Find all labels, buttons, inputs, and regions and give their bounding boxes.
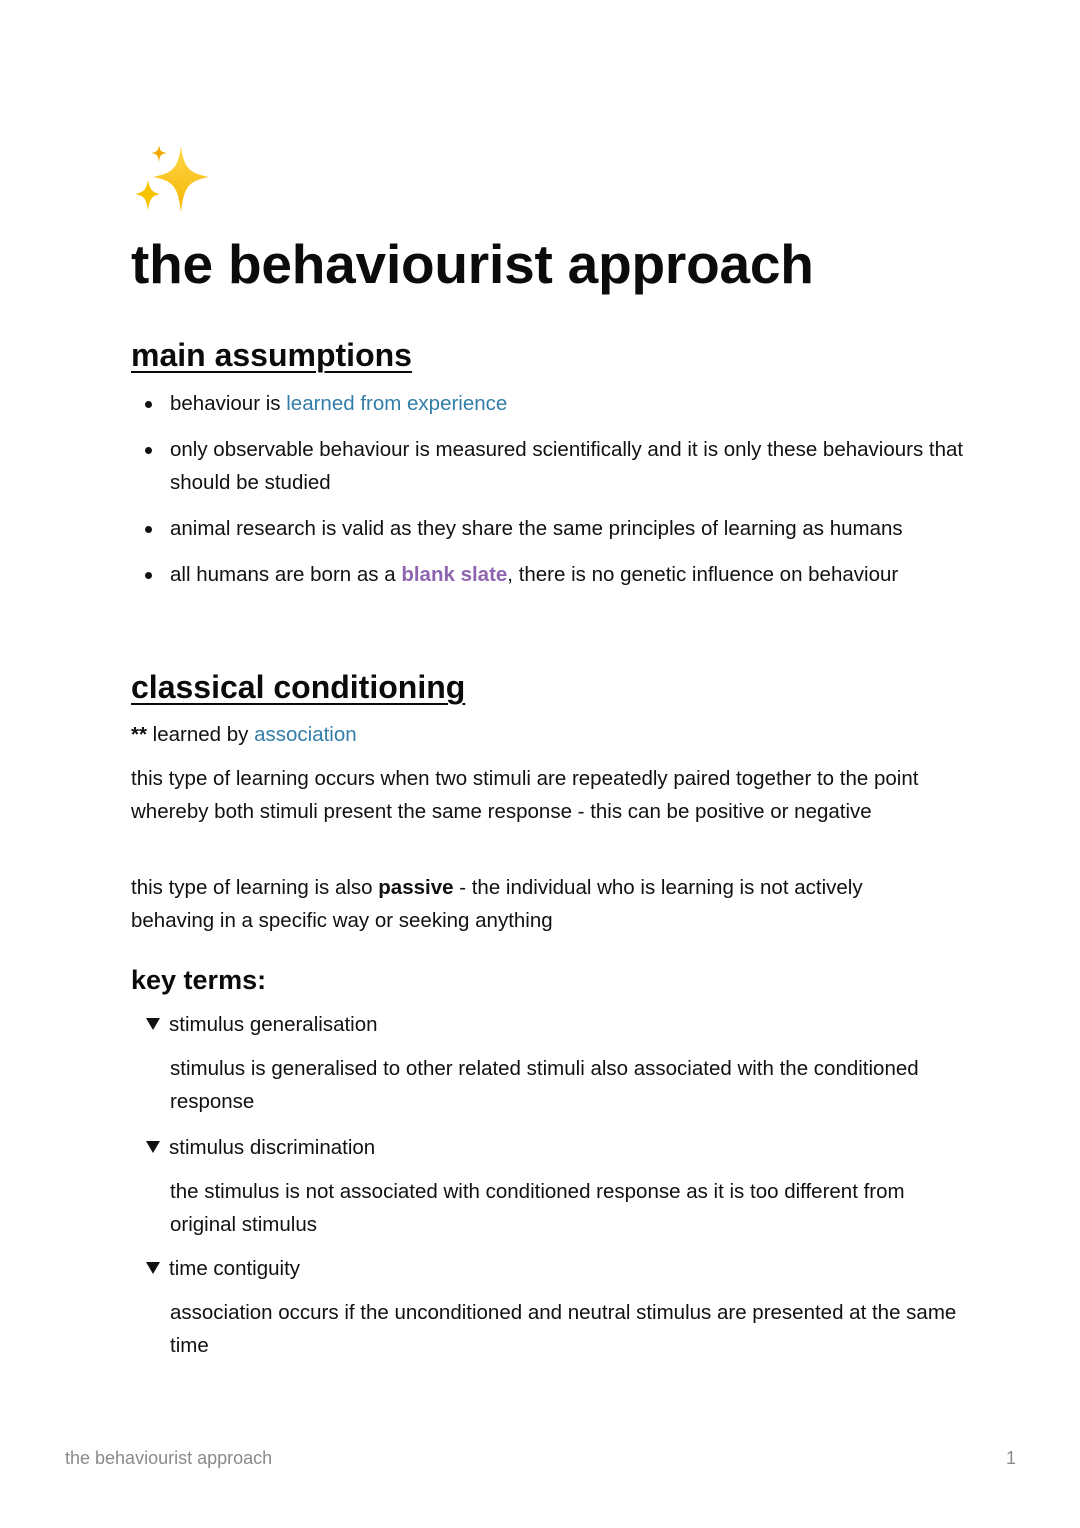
bullet-icon (145, 447, 152, 454)
toggle-stimulus-discrimination[interactable]: stimulus discrimination (146, 1131, 375, 1164)
triangle-down-icon[interactable] (146, 1018, 160, 1030)
triangle-down-icon[interactable] (146, 1141, 160, 1153)
page-number: 1 (1005, 1448, 1016, 1468)
list-item: behaviour is learned from experience (131, 387, 971, 420)
highlight-text: blank slate (401, 563, 508, 586)
toggle-time-contiguity[interactable]: time contiguity (146, 1252, 300, 1285)
list-item: animal research is valid as they share the same principles of learning as humans (131, 512, 971, 545)
highlight-text: learned from experience (286, 392, 508, 415)
triangle-down-icon[interactable] (146, 1262, 160, 1274)
assumptions-list (131, 387, 971, 604)
toggle-stimulus-generalisation[interactable]: stimulus generalisation (146, 1008, 378, 1041)
paragraph-definition: this type of learning occurs when two stimuli are repeatedly paired together to the point whereby both stimuli present the same response - this can be positive or negative (131, 767, 919, 823)
bullet-icon (145, 526, 152, 533)
footer-title: the behaviourist approach (65, 1448, 273, 1468)
toggle-content: stimulus is generalised to other related stimuli also associated with the conditioned response (170, 1057, 919, 1113)
toggle-content: association occurs if the unconditioned and neutral stimulus are presented at the same time (170, 1301, 957, 1357)
association-note: ** learned by association (131, 723, 357, 746)
toggle-content: the stimulus is not associated with conditioned response as it is too different from original stimulus (170, 1180, 905, 1236)
list-item: all humans are born as a blank slate, there is no genetic influence on behaviour (131, 558, 971, 591)
heading-key-terms: key terms: (131, 965, 267, 995)
heading-classical-conditioning: classical conditioning (131, 669, 466, 705)
heading-main-assumptions: main assumptions (131, 337, 412, 373)
sparkles-icon (131, 140, 213, 220)
bullet-icon (145, 401, 152, 408)
paragraph-passive: this type of learning is also passive - the individual who is learning is not actively behaving in a specific way or seeking anything (131, 876, 863, 932)
highlight-text: association (254, 723, 357, 746)
list-item: only observable behaviour is measured scientifically and it is only these behaviours that should be studied (131, 433, 971, 499)
page-title: the behaviourist approach (131, 233, 814, 295)
bullet-icon (145, 572, 152, 579)
